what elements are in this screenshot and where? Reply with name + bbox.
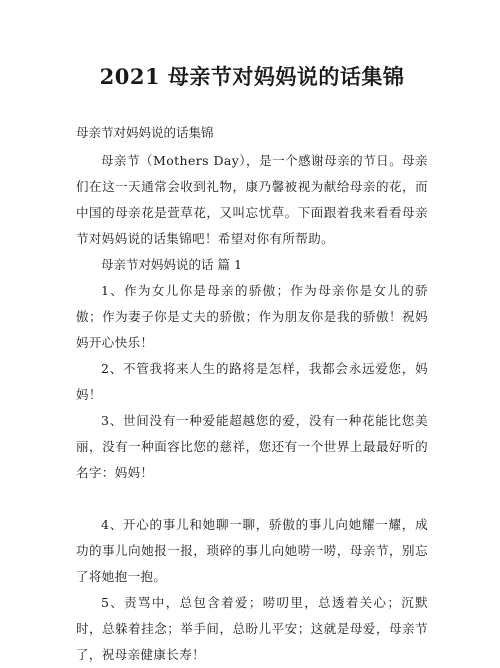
document-subtitle: 母亲节对妈妈说的话集锦 [76, 125, 214, 140]
list-item: 2、不管我将来人生的路将是怎样，我都会永远爱您，妈妈！ [76, 361, 428, 402]
intro-paragraph: 母亲节（Mothers Day），是一个感谢母亲的节日。母亲们在这一天通常会收到礼物，康乃馨被视为献给母亲的花，而中国的母亲花是萱草花，又叫忘忧草。下面跟着我来看看母亲节对妈妈说的话集锦吧！希望对你有所帮助。 [76, 153, 428, 246]
list-item: 5、责骂中，总包含着爱；唠叨里，总透着关心；沉默时，总躲着挂念；举手间，总盼儿平安；这就是母爱，母亲节了，祝母亲健康长寿！ [76, 595, 428, 662]
section-heading: 母亲节对妈妈说的话 篇 1 [101, 257, 242, 272]
paragraph-gap [76, 486, 428, 512]
list-item: 1、作为女儿你是母亲的骄傲；作为母亲你是女儿的骄傲；作为妻子你是丈夫的骄傲；作为朋友你是我的骄傲！祝妈妈开心快乐！ [76, 283, 428, 350]
list-item: 4、开心的事儿和她聊一聊，骄傲的事儿向她耀一耀，成功的事儿向她报一报，琐碎的事儿向她唠一唠，母亲节，别忘了将她抱一抱。 [76, 517, 428, 584]
list-item: 3、世间没有一种爱能超越您的爱，没有一种花能比您美丽，没有一种面容比您的慈祥，您还有一个世界上最最好听的名字：妈妈！ [76, 413, 428, 480]
page-title: 2021 母亲节对妈妈说的话集锦 [99, 64, 405, 89]
